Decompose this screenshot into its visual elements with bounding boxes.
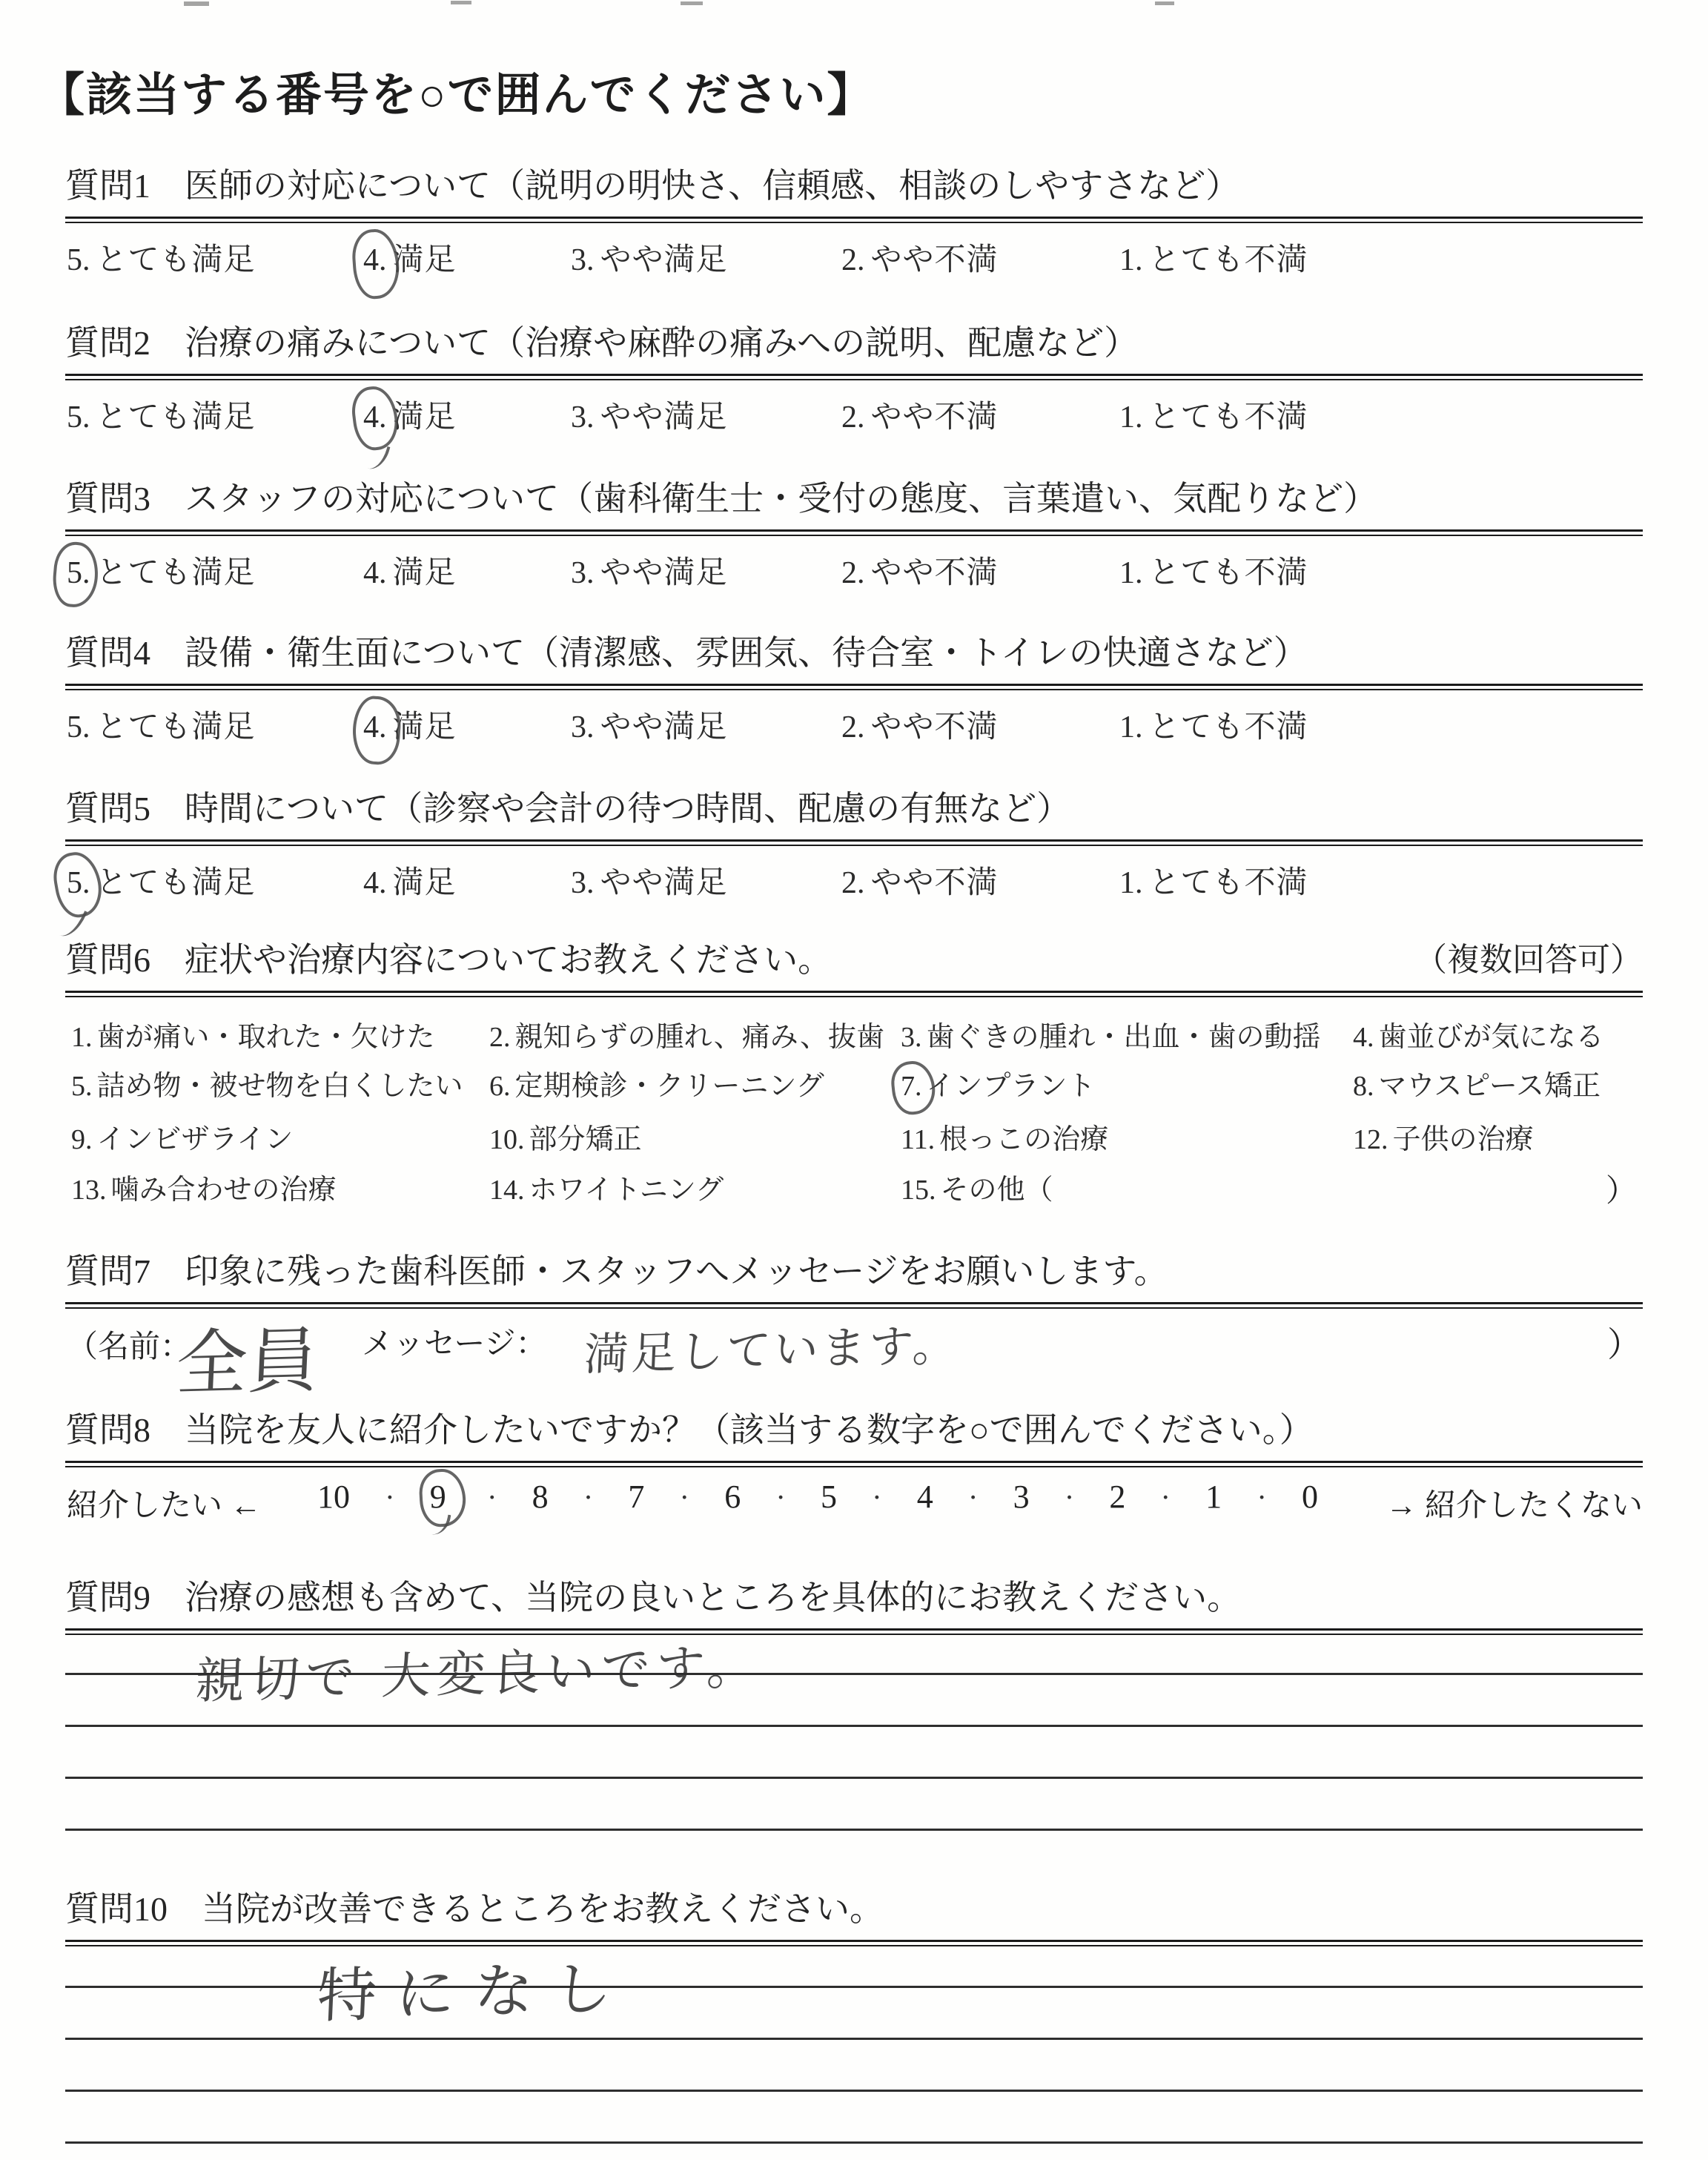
option-label: とても不満 [1148, 243, 1308, 277]
q3-option-4 [363, 548, 457, 592]
item-number: 3. [901, 1022, 922, 1053]
q8-value-1: 1 [1205, 1479, 1222, 1515]
q6-item-12 [1353, 1116, 1534, 1157]
option-label: やや不満 [870, 710, 999, 744]
q6-item-8 [1353, 1063, 1601, 1103]
q10-handwritten-answer: 特になし [315, 1953, 633, 2031]
q8-value-8: 8 [532, 1479, 549, 1515]
q1-header: 質問1 医師の対応について（説明の明快さ、信頼感、相談のしやすさなど） [65, 167, 1240, 205]
q3-option-2 [841, 548, 999, 592]
option-number [841, 242, 865, 278]
question-3 [65, 478, 1643, 607]
item-label: インビザライン [96, 1124, 294, 1155]
q6-item-13 [71, 1166, 337, 1207]
option-label: やや満足 [600, 556, 728, 590]
item-number: 2. [489, 1022, 511, 1053]
option-number-text: 2. [841, 866, 865, 900]
option-label: とても不満 [1148, 400, 1308, 435]
option-number-text: 4. [363, 710, 387, 744]
q5-option-5 [67, 858, 256, 902]
q5-option-3 [571, 858, 728, 902]
scan-artifact [451, 1, 471, 4]
item-number-text: 7. [901, 1071, 922, 1102]
dot-separator: ・ [1059, 1487, 1079, 1509]
item-label: 定期検診・クリーニング [514, 1071, 824, 1102]
q5-option-1 [1119, 858, 1308, 902]
q7-header: 質問7 印象に残った歯科医師・スタッフへメッセージをお願いします。 [65, 1252, 1168, 1290]
q4-options [65, 690, 1643, 762]
answer-circle-q4 [351, 695, 403, 766]
q6-note: （複数回答可） [1414, 942, 1643, 978]
dot-separator: ・ [380, 1487, 400, 1509]
q6-item-3 [901, 1014, 1321, 1054]
question-9 [65, 1576, 1643, 1888]
option-number-text: 1. [1119, 866, 1143, 900]
q10-header: 質問10 当院が改善できるところをお教えください。 [65, 1890, 884, 1928]
q8-scale [317, 1478, 1318, 1516]
divider [65, 1461, 1643, 1467]
item-number: 10. [489, 1124, 525, 1155]
dot-separator: ・ [1252, 1487, 1272, 1509]
option-number [67, 555, 90, 591]
q8-scale-row [65, 1467, 1643, 1534]
q6-item-7 [901, 1063, 1096, 1103]
item-number: 4. [1353, 1022, 1374, 1053]
option-number [363, 555, 387, 591]
option-number-text: 4. [363, 243, 387, 277]
q2-option-5 [67, 392, 256, 437]
item-number: 8. [1353, 1071, 1374, 1102]
option-label: 満足 [392, 243, 457, 277]
option-number [571, 710, 595, 745]
q8-value-4: 4 [916, 1479, 933, 1515]
dot-separator: ・ [867, 1487, 887, 1509]
q9-handwritten-answer: 親切で 大変良いです。 [194, 1637, 763, 1711]
option-number-text: 4. [363, 866, 387, 900]
q3-option-3 [571, 548, 728, 592]
q8-left-label: 紹介したい ← [67, 1489, 262, 1523]
option-label: やや不満 [870, 556, 999, 590]
dot-separator: ・ [675, 1487, 695, 1509]
q1-option-5 [67, 235, 256, 280]
q5-options [65, 846, 1643, 917]
answer-circle-q3 [50, 541, 100, 610]
q2-option-2 [841, 392, 999, 437]
question-1 [65, 165, 1643, 294]
q7-answer-row [65, 1309, 1643, 1420]
option-number-text: 1. [1119, 243, 1143, 277]
q1-option-3 [571, 235, 728, 280]
item-label: 部分矯正 [529, 1124, 642, 1155]
scan-artifact [681, 1, 703, 5]
answer-line [65, 1673, 1643, 1675]
option-number [571, 400, 595, 435]
option-label: やや満足 [600, 866, 728, 900]
option-number-text: 4. [363, 400, 387, 435]
q2-option-4 [363, 392, 457, 437]
item-number: 13. [71, 1175, 107, 1206]
q6-header [65, 939, 1643, 982]
option-number [67, 400, 90, 435]
form-title: 【該当する番号を○で囲んでください】 [39, 70, 875, 121]
dot-separator: ・ [771, 1487, 791, 1509]
option-label: 満足 [392, 400, 457, 435]
q7-name-handwritten: 全員 [174, 1318, 321, 1406]
dot-separator: ・ [578, 1487, 598, 1509]
q1-options [65, 223, 1643, 294]
divider [65, 839, 1643, 846]
q6-item-10 [489, 1116, 642, 1157]
option-label: やや満足 [600, 710, 728, 744]
q5-option-4 [363, 858, 457, 902]
q6-item-11 [901, 1116, 1108, 1157]
item-label: 子供の治療 [1392, 1124, 1534, 1155]
answer-line [65, 2090, 1643, 2092]
option-label: とても不満 [1148, 710, 1308, 744]
q6-items [65, 1014, 1643, 1244]
q2-header: 質問2 治療の痛みについて（治療や麻酔の痛みへの説明、配慮など） [65, 324, 1139, 362]
divider [65, 529, 1643, 536]
item-number: 5. [71, 1071, 93, 1102]
item-label: ホワイトニング [529, 1175, 724, 1206]
option-number [363, 400, 387, 435]
question-5 [65, 787, 1643, 917]
answer-line [65, 1829, 1643, 1831]
q3-option-1 [1119, 548, 1308, 592]
q8-value-9 [430, 1478, 446, 1516]
item-number: 12. [1353, 1124, 1388, 1155]
answer-line [65, 2141, 1643, 2144]
option-number-text: 4. [363, 556, 387, 590]
q8-value-9-text: 9 [429, 1479, 446, 1515]
q6-item-6 [489, 1063, 824, 1103]
q4-header: 質問4 設備・衛生面について（清潔感、雰囲気、待合室・トイレの快適さなど） [65, 634, 1308, 672]
answer-line [65, 1777, 1643, 1779]
answer-circle-q1 [351, 228, 401, 300]
option-label: とても不満 [1148, 556, 1308, 590]
option-number [67, 865, 90, 901]
question-4 [65, 632, 1643, 762]
option-label: とても満足 [96, 400, 256, 435]
answer-line [65, 1986, 1643, 1988]
q2-options [65, 380, 1643, 452]
item-label: 歯ぐきの腫れ・出血・歯の動揺 [926, 1022, 1321, 1053]
item-label: 歯並びが気になる [1378, 1022, 1604, 1053]
q3-options [65, 536, 1643, 607]
divider [65, 374, 1643, 380]
option-number-text: 5. [67, 243, 90, 277]
q6-item-15 [901, 1166, 1053, 1207]
answer-circle-tail [429, 1512, 451, 1537]
option-label: やや不満 [870, 243, 999, 277]
option-number [841, 555, 865, 591]
option-label: やや不満 [870, 400, 999, 435]
q4-option-2 [841, 702, 999, 747]
option-label: とても満足 [96, 243, 256, 277]
divider [65, 1940, 1643, 1946]
q4-option-4 [363, 702, 457, 747]
option-number [571, 242, 595, 278]
option-label: とても満足 [96, 710, 256, 744]
question-6 [65, 939, 1643, 1244]
option-number-text: 3. [571, 866, 595, 900]
item-label: 噛み合わせの治療 [110, 1175, 337, 1206]
q6-item-4 [1353, 1014, 1604, 1054]
q7-close-paren: ） [1607, 1326, 1641, 1364]
q6-item-5 [71, 1063, 463, 1103]
option-label: やや満足 [600, 243, 728, 277]
q7-message-label: メッセージ： [362, 1327, 547, 1361]
item-label: インプラント [926, 1071, 1096, 1102]
answer-line [65, 1725, 1643, 1727]
option-number-text: 5. [67, 400, 90, 435]
q8-value-2: 2 [1109, 1479, 1126, 1515]
option-number [841, 865, 865, 901]
answer-circle-tail [58, 905, 87, 942]
option-number [363, 710, 387, 745]
q2-option-1 [1119, 392, 1308, 437]
option-number [363, 865, 387, 901]
option-label: とても不満 [1148, 866, 1308, 900]
divider [65, 684, 1643, 690]
q6-other-close-paren: ） [1605, 1175, 1637, 1209]
option-label: やや満足 [600, 400, 728, 435]
option-number-text: 5. [67, 710, 90, 744]
item-label: 歯が痛い・取れた・欠けた [96, 1022, 435, 1053]
item-label: その他（ [940, 1175, 1053, 1206]
item-label: マウスピース矯正 [1378, 1071, 1601, 1102]
item-number: 9. [71, 1124, 93, 1155]
q1-option-4 [363, 235, 457, 280]
option-number-text: 1. [1119, 400, 1143, 435]
option-number-text: 2. [841, 710, 865, 744]
option-number-text: 3. [571, 556, 595, 590]
q8-value-5: 5 [820, 1479, 837, 1515]
q5-header: 質問5 時間について（診察や会計の待つ時間、配慮の有無など） [65, 790, 1071, 828]
dot-separator: ・ [963, 1487, 983, 1509]
question-8 [65, 1409, 1643, 1534]
item-number: 14. [489, 1175, 525, 1206]
option-number [1119, 710, 1143, 745]
option-number-text: 2. [841, 556, 865, 590]
q4-option-3 [571, 702, 728, 747]
q6-item-1 [71, 1014, 435, 1054]
divider [65, 1628, 1643, 1635]
dot-separator: ・ [482, 1487, 502, 1509]
question-2 [65, 322, 1643, 452]
q1-option-1 [1119, 235, 1308, 280]
option-number-text: 3. [571, 710, 595, 744]
item-number: 1. [71, 1022, 93, 1053]
option-number [1119, 400, 1143, 435]
q9-header: 質問9 治療の感想も含めて、当院の良いところを具体的にお教えください。 [65, 1579, 1242, 1616]
q8-value-10: 10 [317, 1479, 350, 1515]
answer-line [65, 2038, 1643, 2040]
item-number: 11. [901, 1124, 936, 1155]
item-label: 親知らずの腫れ、痛み、抜歯 [514, 1022, 885, 1053]
q8-value-0: 0 [1301, 1479, 1318, 1515]
question-7 [65, 1250, 1643, 1420]
scan-artifact [1155, 1, 1174, 5]
option-number [571, 865, 595, 901]
item-number [901, 1070, 922, 1103]
q8-header: 質問8 当院を友人に紹介したいですか？（該当する数字を○で囲んでください。） [65, 1411, 1314, 1449]
item-label: 根っこの治療 [939, 1124, 1109, 1155]
option-number [1119, 555, 1143, 591]
option-number-text: 2. [841, 243, 865, 277]
q8-right-label: → 紹介したくない [1386, 1489, 1643, 1523]
q1-option-2 [841, 235, 999, 280]
q8-value-3: 3 [1013, 1479, 1030, 1515]
option-label: 満足 [392, 866, 457, 900]
option-number [67, 710, 90, 745]
q8-value-6: 6 [724, 1479, 741, 1515]
divider [65, 217, 1643, 223]
option-label: 満足 [392, 710, 457, 744]
option-number-text: 1. [1119, 556, 1143, 590]
q6-item-9 [71, 1116, 293, 1157]
q6-item-14 [489, 1166, 724, 1207]
option-number-text: 3. [571, 400, 595, 435]
q4-option-1 [1119, 702, 1308, 747]
q4-option-5 [67, 702, 256, 747]
option-number-text: 5. [67, 556, 90, 590]
option-number-text: 2. [841, 400, 865, 435]
q7-name-label: （名前： [67, 1330, 192, 1364]
q6-item-2 [489, 1014, 884, 1054]
q6-header-text: 質問6 症状や治療内容についてお教えください。 [65, 941, 833, 979]
item-number: 6. [489, 1071, 511, 1102]
option-label: とても満足 [96, 866, 256, 900]
option-number [841, 710, 865, 745]
option-number [1119, 865, 1143, 901]
q8-value-7: 7 [628, 1479, 645, 1515]
q3-option-5 [67, 548, 256, 592]
q5-option-2 [841, 858, 999, 902]
q2-option-3 [571, 392, 728, 437]
q3-header: 質問3 スタッフの対応について（歯科衛生士・受付の態度、言葉遣い、気配りなど） [65, 480, 1378, 518]
question-10 [65, 1888, 1643, 2155]
scan-artifact [184, 1, 209, 6]
option-number [841, 400, 865, 435]
option-label: やや不満 [870, 866, 999, 900]
option-number-text: 3. [571, 243, 595, 277]
dot-separator: ・ [1156, 1487, 1176, 1509]
option-number [363, 242, 387, 278]
option-label: とても満足 [96, 556, 256, 590]
item-label: 詰め物・被せ物を白くしたい [96, 1071, 463, 1102]
option-number [67, 242, 90, 278]
answer-circle-q6 [889, 1059, 937, 1117]
option-label: 満足 [392, 556, 457, 590]
divider [65, 991, 1643, 997]
option-number [1119, 242, 1143, 278]
item-number: 15. [901, 1175, 936, 1206]
q7-message-handwritten: 満足しています。 [583, 1319, 961, 1381]
option-number [571, 555, 595, 591]
option-number-text: 1. [1119, 710, 1143, 744]
option-number-text: 5. [67, 866, 90, 900]
